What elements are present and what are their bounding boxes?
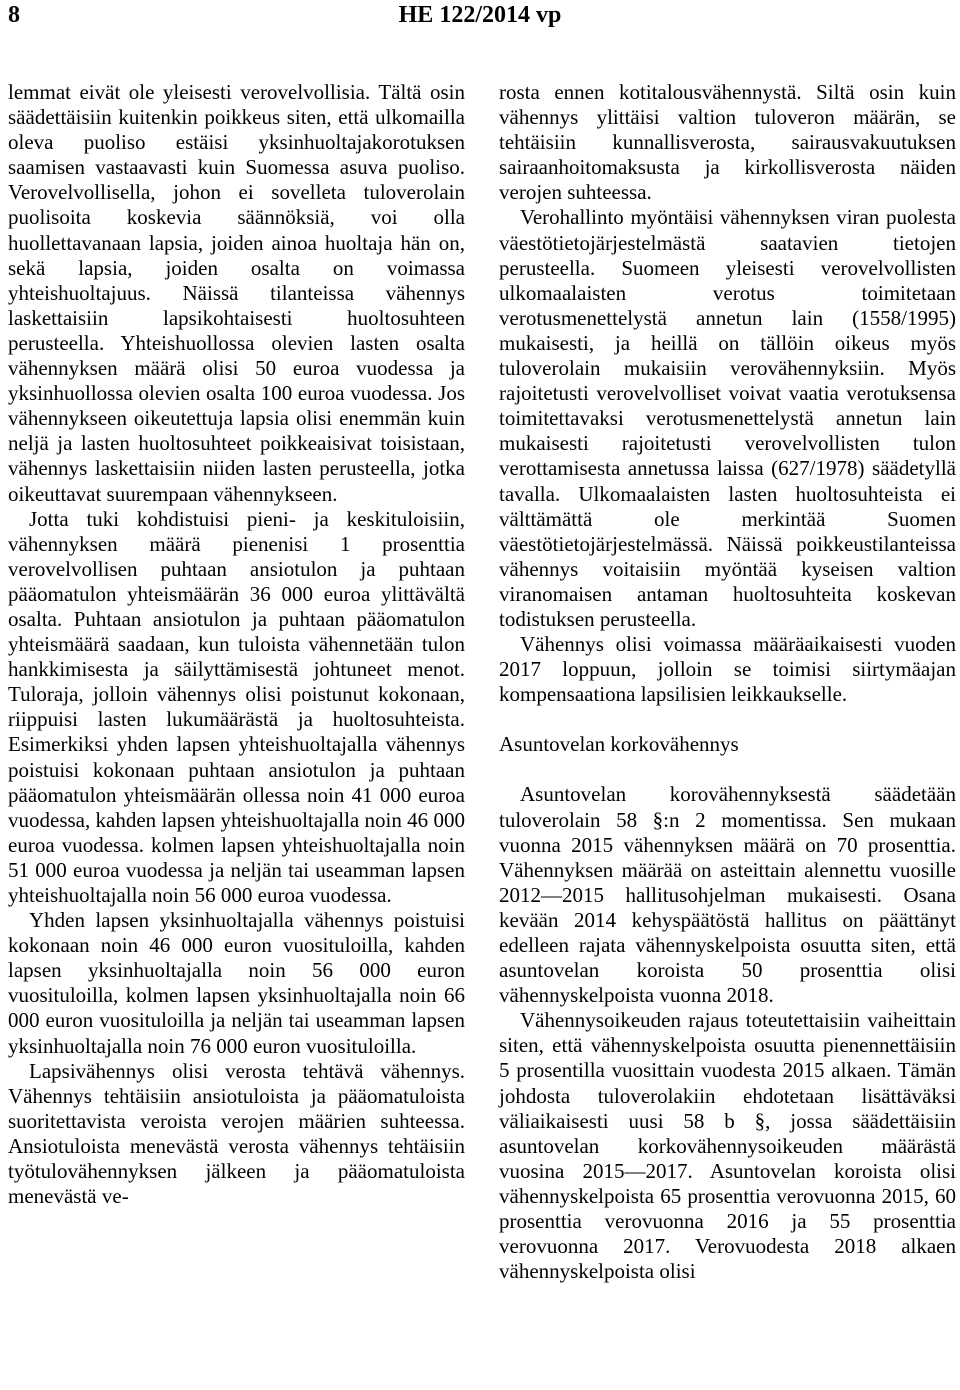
section-heading: Asuntovelan korkovähennys bbox=[499, 732, 739, 757]
paragraph: rosta ennen kotitalousvähennystä. Siltä osin kuin vähennys ylittäisi valtion tuloveron määrän, se tehtäisiin kunnallisverosta, sairausvakuutuksen sairaanhoitomaksusta ja kirkollisverosta näiden verojen suhteessa. bbox=[499, 80, 956, 205]
paragraph: Yhden lapsen yksinhuoltajalla vähennys poistuisi kokonaan noin 46 000 euron vuosituloilla, kahden lapsen yksinhuoltajalla noin 56 000 euron vuosituloilla, kolmen lapsen yksinhuoltajalla noin 66 000 euron vuosituloilla ja neljän tai useamman lapsen yksinhuoltajalla noin 76 000 euron vuosituloilla. bbox=[8, 908, 465, 1058]
right-column bbox=[499, 80, 956, 1284]
paragraph: lemmat eivät ole yleisesti verovelvollisia. Tältä osin säädettäisiin kuitenkin poikkeus siten, että ulkomailla oleva puoliso estäisi yksinhuoltajakorotuksen saamisen vastaavasti kuin Suomessa asuva puoliso. Verovelvollisella, johon ei sovelleta tuloverolain puolisoita koskevia säännöksiä, voi olla huollettavanaan lapsia, joiden ainoa huoltaja hän on, sekä lapsia, joiden osalta on voimassa yhteishuoltajuus. Näissä tilanteissa vähennys laskettaisiin lapsikohtaisesti huoltosuhteen perusteella. Yhteishuollossa olevien lasten osalta vähennyksen määrä olisi 50 euroa vuodessa ja yksinhuollossa olevien osalta 100 euroa vuodessa. Jos vähennykseen oikeutettuja lapsia olisi enemmän kuin neljä ja lasten huoltosuhteet poikkeaisivat toisistaan, vähennys laskettaisiin niiden lasten perusteella, jotka oikeuttavat suurempaan vähennykseen. bbox=[8, 80, 465, 506]
paragraph: Asuntovelan korovähennyksestä säädetään tuloverolain 58 §:n 2 momentissa. Sen mukaan vuonna 2015 vähennyksen määrä on 70 prosenttia. Vähennyksen määrää on asteittain alennettu vuosille 2012—2015 hallitusohjelman mukaisesti. Osana kevään 2014 kehyspäätöstä hallitus on päättänyt edelleen rajata vähennyskelpoista osuutta siten, että asuntovelan koroista 50 prosenttia olisi vähennyskelpoista vuonna 2018. bbox=[499, 782, 956, 1008]
paragraph: Lapsivähennys olisi verosta tehtävä vähennys. Vähennys tehtäisiin ansiotuloista ja pääomatuloista suoritettavista veroista verojen määrien suhteessa. Ansiotuloista menevästä verosta vähennys tehtäisiin työtulovähennyksen jälkeen ja pääomatuloista menevästä ve- bbox=[8, 1058, 465, 1209]
paragraph: Vähennysoikeuden rajaus toteutettaisiin vaiheittain siten, että vähennyskelpoista osuutta pienennettäisiin 5 prosentilla vuosittain vuodesta 2015 alkaen. Tämän johdosta tuloverolakiin ehdotetaan lisättäväksi väliaikaisesti uusi 58 b §, jossa säädettäisiin asuntovelan korkovähennysoikeuden määrästä vuosina 2015—2017. Asuntovelan koroista olisi vähennyskelpoista 65 prosenttia verovuonna 2015, 60 prosenttia verovuonna 2016 ja 55 prosenttia verovuonna 2017. Verovuodesta 2018 alkaen vähennyskelpoista olisi bbox=[499, 1008, 956, 1284]
left-column bbox=[8, 80, 465, 1209]
paragraph: Jotta tuki kohdistuisi pieni- ja keskituloisiin, vähennyksen määrä pienenisi 1 prosenttia verovelvollisen puhtaan ansiotulon ja puhtaan pääomatulon yhteismäärän 36 000 euroa ylittävältä osalta. Puhtaan ansiotulon ja puhtaan pääomatulon yhteismäärä saadaan, kun tuloista vähennetään tulon hankkimisesta ja säilyttämisestä johtuneet menot. Tuloraja, jolloin vähennys olisi poistunut kokonaan, riippuisi lasten lukumäärästä ja huoltosuhteista. Esimerkiksi yhden lapsen yhteishuoltajalla vähennys poistuisi kokonaan puhtaan ansiotulon ja puhtaan pääomatulon yhteismäärän ollessa noin 41 000 euroa vuodessa, kahden lapsen yhteishuoltajalla noin 46 000 euroa vuodessa. kolmen lapsen yhteishuoltajalla noin 51 000 euroa vuodessa ja neljän tai useamman lapsen yhteishuoltajalla noin 56 000 euroa vuodessa. bbox=[8, 506, 465, 907]
paragraph: Vähennys olisi voimassa määräaikaisesti vuoden 2017 loppuun, jolloin se toimisi siirtymäajan kompensaationa lapsilisien leikkaukselle. bbox=[499, 632, 956, 707]
paragraph: Verohallinto myöntäisi vähennyksen viran puolesta väestötietojärjestelmästä saatavien tietojen perusteella. Suomeen yleisesti verovelvollisten ulkomaalaisten verotus toimitetaan verotusmenettelystä annetun lain (1558/1995) mukaisesti, ja heillä on tällöin oikeus myös tuloverolain mukaisiin verovähennyksiin. Myös rajoitetusti verovelvolliset voivat vaatia verotuksensa toimitettavaksi verotusmenettelystä annetun lain mukaisesti rajoitetusti verovelvollisten tulon verottamisesta annetussa laissa (627/1978) säädetyllä tavalla. Ulkomaalaisten lasten huoltosuhteista ei välttämättä ole merkintää Suomen väestötietojärjestelmässä. Näissä poikkeustilanteissa vähennys voitaisiin myöntää kyseisen valtion viranomaisen antaman huoltosuhteita koskevan todistuksen perusteella. bbox=[499, 205, 956, 631]
page-number: 8 bbox=[8, 2, 20, 28]
document-id: HE 122/2014 vp bbox=[398, 2, 562, 28]
